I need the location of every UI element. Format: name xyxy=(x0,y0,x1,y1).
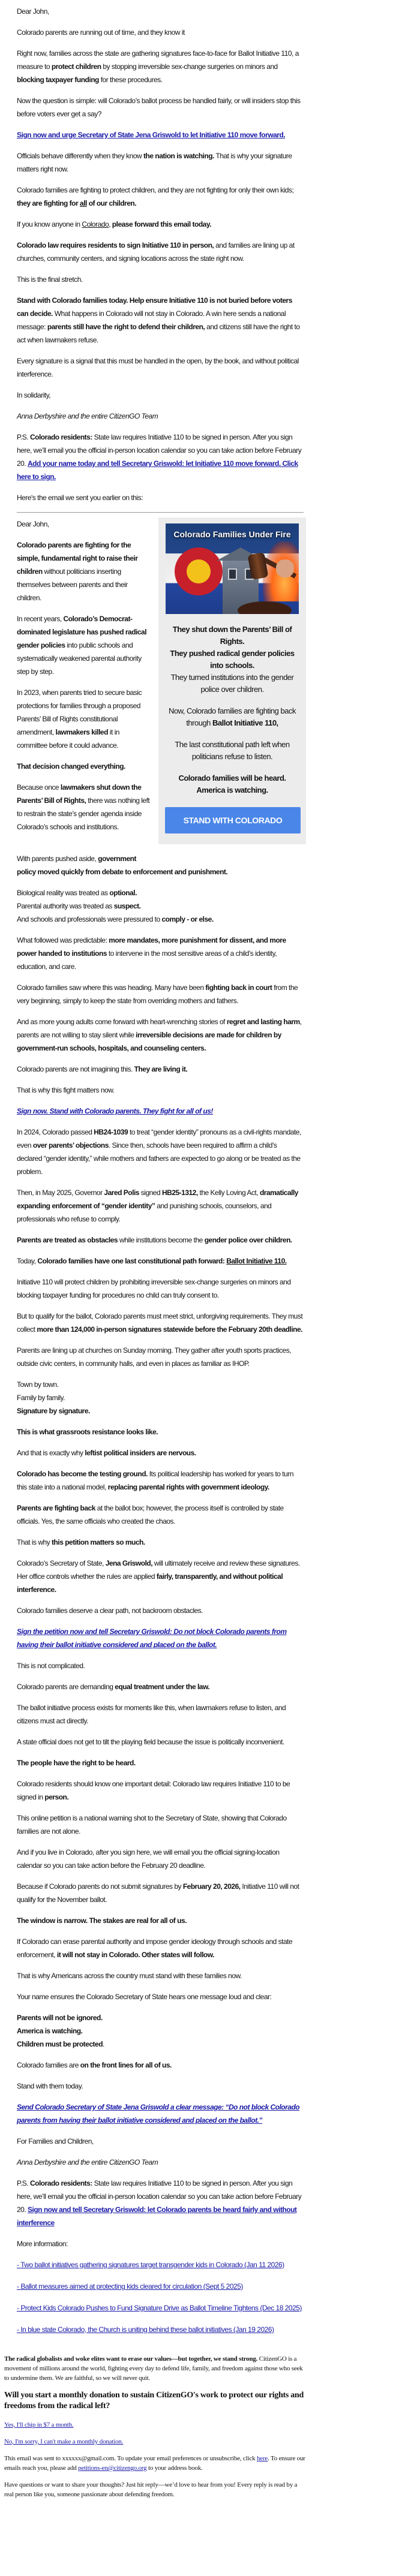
gavel-block xyxy=(238,601,292,614)
text: Parental authority was treated as xyxy=(17,902,112,910)
text: Colorado parents are demanding xyxy=(17,1683,115,1691)
emphasis-text: Parents will not be ignored. America is watching. Children must be protected xyxy=(17,2014,103,2048)
text: More information: xyxy=(17,2240,68,2248)
emphasis-text: more mandates, more punishment for dissent, and more power handed to institutions xyxy=(17,936,286,958)
emphasis-text: The people have the right to be heard. xyxy=(17,1759,136,1767)
emphasis-text: of our children. xyxy=(86,199,137,207)
text: from the very beginning, simply to keep the state from overriding mothers and fathers. xyxy=(17,983,298,1005)
emphasis-text: equal treatment under the law. xyxy=(115,1683,210,1691)
text: Stand with them today. xyxy=(17,2082,83,2090)
paragraph xyxy=(17,218,304,231)
paragraph xyxy=(17,1501,304,1528)
paragraph xyxy=(17,410,304,423)
emphasis-text: The window is narrow. The stakes are real for all of us. xyxy=(17,1916,187,1925)
intro-section xyxy=(17,5,304,504)
paragraph xyxy=(17,1425,304,1439)
reply-note: Have questions or want to share your thoughts? Just hit reply—we’d love to hear from you! Every reply is read by a real person like you, someone passionate about defending freedom. xyxy=(4,2481,298,2498)
emphasis-text: on the front lines for all of us. xyxy=(80,2061,172,2069)
text: to treat “gender identity” pronouns as a civil-rights mandate, even xyxy=(17,1128,301,1149)
paragraph xyxy=(17,1536,304,1549)
emphasis-text: Ballot Initiative 110. xyxy=(226,1257,287,1265)
emphasis-text: Colorado families have one last constitutional path forward: xyxy=(37,1257,227,1265)
petition-link[interactable]: Sign the petition now and tell Secretary Griswold: Do not block Colorado parents from having their ballot initiative considered and placed on the ballot. xyxy=(17,1627,287,1649)
more-info-link[interactable]: - In blue state Colorado, the Church is uniting behind these ballot initiatives (Jan 19 2026) xyxy=(17,2325,274,2334)
paragraph xyxy=(17,1990,304,2003)
promo-text-3: The last constitutional path left when politicians refuse to listen. xyxy=(175,740,290,761)
text: Biological reality was treated as xyxy=(17,889,110,897)
text: and punishing schools, counselors, and professionals who refuse to comply. xyxy=(17,1202,272,1223)
paragraph xyxy=(17,26,304,39)
text: That is why xyxy=(17,1538,52,1546)
text: for these procedures. xyxy=(98,76,163,84)
text: it in committee before it could advance. xyxy=(17,728,119,750)
emphasis-text: they are fighting for xyxy=(17,199,80,207)
emphasis-text: over parents’ objections xyxy=(32,1141,109,1149)
promo-line-bold: Ballot Initiative 110, xyxy=(212,718,278,727)
text: What followed was predictable: xyxy=(17,936,109,944)
text: into public schools and systematically weakened parental authority step by step. xyxy=(17,641,142,676)
notice-text: . To ensure our emails reach you, please add xyxy=(4,2455,305,2472)
unsubscribe-link[interactable]: here xyxy=(256,2455,268,2462)
text: But to qualify for the ballot, Colorado parents must meet strict, unforgiving requirements. They must collect xyxy=(17,1312,303,1334)
more-info-link[interactable]: - Two ballot initiatives gathering signatures target transgender kids in Colorado (Jan 11 2026) xyxy=(17,2261,284,2269)
emphasis-text: Colorado has become the testing ground. xyxy=(17,1470,148,1478)
emphasis-text: optional. xyxy=(109,889,137,897)
paragraph xyxy=(17,94,304,121)
paragraph xyxy=(17,491,304,504)
text: Dear John, xyxy=(17,7,49,16)
donation-heading: Will you start a monthly donation to sustain CitizenGO's work to protect our rights and freedoms from the radical left? xyxy=(4,2391,304,2411)
paragraph xyxy=(17,1084,304,1097)
text: In recent years, xyxy=(17,615,64,623)
text: without politicians inserting themselves between parents and their children. xyxy=(17,567,128,602)
promo-box xyxy=(158,517,306,844)
emphasis-text: Colorado’s Democrat-dominated legislature has pushed radical gender policies xyxy=(17,615,147,649)
emphasis-text: person. xyxy=(44,1793,69,1801)
emphasis-text: parents still have the right to defend their children, xyxy=(47,323,205,331)
text: and families are lining up at churches, community centers, and signing locations across the state right now. xyxy=(17,241,295,263)
paragraph xyxy=(17,1969,304,1982)
more-info-link[interactable]: - Protect Kids Colorado Pushes to Fund Signature Drive as Ballot Timeline Tightens (Dec 18 2025) xyxy=(17,2304,302,2312)
promo-image-title: Colorado Families Under Fire xyxy=(173,529,291,539)
emphasis-text: dramatically expanding enforcement of “gender identity” xyxy=(17,1188,298,1210)
paragraph xyxy=(17,934,304,973)
paragraph xyxy=(17,1756,304,1770)
text: P.S. xyxy=(17,2179,30,2187)
emphasis-text: fairly, transparently, and without political interference. xyxy=(17,1572,283,1594)
text: . xyxy=(103,2040,104,2048)
hand-icon xyxy=(276,559,294,577)
text: Colorado families deserve a clear path, not backroom obstacles. xyxy=(17,1606,203,1615)
paragraph xyxy=(17,2156,304,2169)
text: In solidarity, xyxy=(17,391,51,399)
paragraph xyxy=(17,1735,304,1749)
emphasis-text: please forward this email today. xyxy=(112,220,211,228)
emphasis-text: fighting back in court xyxy=(205,983,272,992)
emphasis-text: February 20, 2026, xyxy=(182,1882,241,1891)
emphasis-text: gender police over children. xyxy=(204,1236,292,1244)
paragraph xyxy=(17,239,304,265)
paragraph xyxy=(17,47,304,86)
paragraph xyxy=(17,1846,304,1872)
text: Here's the email we sent you earlier on this: xyxy=(17,493,143,502)
paragraph xyxy=(17,1467,304,1494)
text: With parents pushed aside, xyxy=(17,854,98,863)
paragraph xyxy=(17,183,304,210)
emphasis-text: They are living it. xyxy=(134,1065,188,1073)
emphasis-text: That decision changed everything. xyxy=(17,762,125,771)
flag-sun-disc xyxy=(187,559,211,583)
text: For Families and Children, xyxy=(17,2137,94,2145)
emphasis-text: government policy moved quickly from debate to enforcement and punishment. xyxy=(17,854,228,876)
paragraph xyxy=(17,1680,304,1693)
paragraph xyxy=(17,1777,304,1804)
text: And that is exactly why xyxy=(17,1449,85,1457)
text: In 2024, Colorado passed xyxy=(17,1128,94,1136)
promo-line: They turned institutions into the gender police over children. xyxy=(170,673,294,694)
emphasis-text: it will not stay in Colorado. Other states will follow. xyxy=(56,1951,214,1959)
text: Colorado families are xyxy=(17,2061,80,2069)
paragraph xyxy=(17,1557,304,1596)
petition-link[interactable]: Sign now and urge Secretary of State Jena Griswold to let Initiative 110 move forward. xyxy=(17,131,286,139)
text: And as more young adults come forward with heart-wrenching stories of xyxy=(17,1018,227,1026)
paragraph xyxy=(17,389,304,402)
paragraph xyxy=(17,1254,304,1268)
email-footer xyxy=(0,2345,420,2518)
petition-link[interactable]: Sign now and tell Secretary Griswold: let Colorado parents be heard fairly and without interference xyxy=(17,2205,297,2227)
emphasis-text: Signature by signature. xyxy=(17,1407,90,1415)
emphasis-text: Colorado residents: xyxy=(29,433,92,441)
promo-text-2 xyxy=(165,705,299,729)
text: That is why Americans across the country must stand with these families now. xyxy=(17,1972,242,1980)
text: Colorado parents are running out of time, and they know it xyxy=(17,28,185,37)
emphasis-text: Colorado residents: xyxy=(29,2179,92,2187)
text: and citizens still have the right to act when lawmakers refuse. xyxy=(17,323,300,344)
paragraph xyxy=(17,2135,304,2148)
text: while institutions become the xyxy=(118,1236,205,1244)
emphasis-text: more than 124,000 in-person signatures statewide before the February 20th deadline. xyxy=(37,1325,303,1334)
emphasis-text: Anna Derbyshire and the entire CitizenGO Team xyxy=(17,2158,158,2166)
text: Initiative 110 will protect children by prohibiting irreversible sex-change surgeries on minors and blocking taxpayer funding for procedures no child can truly consent to. xyxy=(17,1278,291,1299)
emphasis-text: Colorado xyxy=(82,220,109,228)
main-text xyxy=(17,852,304,2250)
emphasis-text: blocking taxpayer funding xyxy=(17,76,99,84)
text: And if you live in Colorado, after you sign here, we will email you the official signing-location calendar so you can take action before the February 20 deadline. xyxy=(17,1848,280,1870)
paragraph xyxy=(17,852,304,878)
paragraph xyxy=(17,128,304,142)
emphasis-text: suspect. xyxy=(113,902,141,910)
more-info-link[interactable]: - Ballot measures aimed at protecting kids cleared for circulation (Sept 5 2025) xyxy=(17,2282,243,2291)
emphasis-text: lawmakers killed xyxy=(55,728,108,736)
emphasis-text: Anna Derbyshire and the entire CitizenGO Team xyxy=(17,412,158,420)
address-link[interactable]: petitions-en@citizengo.org xyxy=(78,2464,147,2472)
text: Colorado residents should know one important detail: Colorado law requires Initiative 110 to be signed in xyxy=(17,1780,290,1801)
footer-intro xyxy=(4,2354,306,2383)
paragraph xyxy=(17,1275,304,1302)
paragraph xyxy=(17,431,304,483)
promo-line: Colorado families will be heard. xyxy=(178,774,286,783)
text: the Kelly Loving Act, xyxy=(197,1188,260,1197)
paragraph xyxy=(17,5,304,18)
text: Its political leadership has worked for years to turn this state into a national model, xyxy=(17,1470,293,1491)
text: Right now, families across the state are gathering signatures face-to-face for Ballot Initiative 110, a measure to xyxy=(17,49,299,71)
emphasis-text: replacing parental rights with government ideology. xyxy=(107,1483,269,1491)
text: Then, in May 2025, Governor xyxy=(17,1188,104,1197)
emphasis-text: HB25-1312, xyxy=(161,1188,198,1197)
paragraph xyxy=(17,1015,304,1055)
text: That is why your signature matters right now. xyxy=(17,152,292,173)
emphasis-text: Colorado parents are fighting for the simple, fundamental right to raise their children xyxy=(17,541,138,576)
emphasis-text: irreversible decisions are made for children by government-run schools, hospitals, and counseling centers. xyxy=(17,1031,281,1052)
paragraph xyxy=(17,1880,304,1906)
paragraph xyxy=(17,1625,304,1651)
emphasis-text: Parents are fighting back xyxy=(17,1504,95,1512)
notice-text: This email was sent to xxxxxx@gmail.com. To update your email preferences or unsubscribe, click xyxy=(4,2455,257,2462)
emphasis-text: This is what grassroots resistance looks like. xyxy=(17,1428,158,1436)
paragraph xyxy=(17,886,304,926)
text: If you know anyone in xyxy=(17,220,82,228)
petition-link[interactable]: Send Colorado Secretary of State Jena Griswold a clear message: “Do not block Colorado parents from having their ballot initiative considered and placed on the ballot.” xyxy=(17,2103,300,2124)
text: Every signature is a signal that this must be handled in the open, by the book, and without political interference. xyxy=(17,357,299,378)
promo-text-1 xyxy=(165,624,299,696)
text: Colorado families saw where this was heading. Many have been xyxy=(17,983,206,992)
text: to intervene in the most sensitive areas of a child’s identity, education, and care. xyxy=(17,949,277,971)
more-information-links xyxy=(17,2258,304,2336)
earlier-email xyxy=(17,517,304,2336)
paragraph xyxy=(17,2059,304,2072)
paragraph xyxy=(17,294,304,347)
text: Colorado’s Secretary of State, xyxy=(17,1559,106,1567)
promo-line: America is watching. xyxy=(196,786,268,795)
promo-image xyxy=(166,523,299,614)
house-window xyxy=(228,568,237,580)
paragraph xyxy=(17,1446,304,1459)
text: Colorado parents are not imagining this. xyxy=(17,1065,134,1073)
paragraph xyxy=(17,2177,304,2229)
paragraph xyxy=(17,1063,304,1076)
text: That is why this fight matters now. xyxy=(17,1086,115,1094)
text: The ballot initiative process exists for moments like this, when lawmakers refuse to listen, and citizens must act directly. xyxy=(17,1704,286,1725)
petition-link[interactable]: Sign now. Stand with Colorado parents. They fight for all of us! xyxy=(17,1107,213,1115)
emphasis-text: this petition matters so much. xyxy=(52,1538,145,1546)
emphasis-text: the nation is watching. xyxy=(143,152,214,160)
text: Officials behave differently when they know xyxy=(17,152,144,160)
paragraph xyxy=(17,1126,304,1178)
promo-line: Now, Colorado families are fighting back through xyxy=(169,706,296,727)
emphasis-text: Jena Griswold, xyxy=(105,1559,153,1567)
emphasis-text: Jared Polis xyxy=(104,1188,139,1197)
paragraph xyxy=(17,1659,304,1672)
text: Your name ensures the Colorado Secretary of State hears one message loud and clear: xyxy=(17,1993,272,2001)
text: there was nothing left to restrain the state’s gender agenda inside Colorado’s schools and institutions. xyxy=(17,796,150,831)
paragraph xyxy=(17,1344,304,1370)
paragraph xyxy=(17,1914,304,1927)
paragraph xyxy=(17,981,304,1007)
petition-link[interactable]: Add your name today and tell Secretary Griswold: let Initiative 110 move forward. Click here to sign. xyxy=(17,459,298,481)
notice-text: to your address book. xyxy=(146,2464,203,2472)
text: In 2023, when parents tried to secure basic protections for families through a proposed Parents’ Bill of Rights constitutional amendment, xyxy=(17,688,142,736)
paragraph xyxy=(17,1811,304,1838)
promo-line: They pushed radical gender policies into schools. xyxy=(170,649,295,670)
emphasis-text: Parents are treated as obstacles xyxy=(17,1236,118,1244)
text: This is not complicated. xyxy=(17,1662,85,1670)
emphasis-text: HB24-1039 xyxy=(94,1128,128,1136)
paragraph xyxy=(17,354,304,381)
emphasis-text: comply - or else. xyxy=(161,915,214,923)
paragraph xyxy=(17,2080,304,2093)
text: by stopping irreversible sex-change surgeries on minors and xyxy=(101,62,278,71)
text: . Since then, schools have been required to affirm a child’s declared “gender identity,” while mothers and fathers are expected to go along or be treated as the problem. xyxy=(17,1141,301,1176)
donate-yes-link[interactable]: Yes, I'll chip in $7 a month. xyxy=(4,2421,74,2428)
paragraph xyxy=(17,2100,304,2127)
emphasis-text: Stand with Colorado families today. Help ensure Initiative 110 is not buried before voters can decide. xyxy=(17,296,292,318)
text: P.S. xyxy=(17,433,30,441)
text: , parents are not willing to stay silent while xyxy=(17,1018,302,1039)
text: at the ballot box; however, the process itself is controlled by state officials. Yes, the same officials who created the chaos. xyxy=(17,1504,284,1525)
text: will ultimately receive and review these signatures. Her office controls whether the rules are applied xyxy=(17,1559,300,1581)
paragraph xyxy=(17,1233,304,1247)
text: A state official does not get to tilt the playing field because the issue is politically inconvenient. xyxy=(17,1738,284,1746)
footer-intro-bold: The radical globalists and woke elites want to erase our values—but together, we stand strong. xyxy=(4,2355,258,2363)
paragraph xyxy=(17,1935,304,1961)
text: Because once xyxy=(17,783,61,792)
text: This is the final stretch. xyxy=(17,275,83,284)
text: Today, xyxy=(17,1257,38,1265)
text: Now the question is simple: will Colorado’s ballot process be handled fairly, or will insiders stop this before voters ever get a say? xyxy=(17,97,301,118)
emphasis-text: protect children xyxy=(51,62,101,71)
promo-text-4 xyxy=(165,772,299,796)
emphasis-text: lawmakers shut down the Parents’ Bill of Rights, xyxy=(17,783,142,805)
text: If Colorado can erase parental authority and impose gender ideology through schools and state enforcement, xyxy=(17,1937,293,1959)
promo-line: They shut down the Parents’ Bill of Rights. xyxy=(172,625,292,646)
paragraph xyxy=(17,1186,304,1226)
stand-with-colorado-button[interactable]: STAND WITH COLORADO xyxy=(165,807,301,833)
text: , xyxy=(109,220,112,228)
paragraph xyxy=(17,1310,304,1336)
paragraph xyxy=(17,1105,304,1118)
paragraph xyxy=(17,149,304,176)
text: Parents are lining up at churches on Sunday morning. They gather after youth sports practices, outside civic centers, in community halls, and even in places as familiar as IHOP. xyxy=(17,1346,292,1368)
donate-no-link[interactable]: No, I'm sorry, I can't make a monthly donation. xyxy=(4,2438,124,2445)
text: State law requires Initiative 110 to be signed in person. After you sign here, we’ll email you the official in-person location calendar so you can take action before February 20. xyxy=(17,433,302,468)
emphasis-text: Colorado law requires residents to sign Initiative 110 in person, xyxy=(17,241,214,249)
paragraph xyxy=(17,273,304,286)
paragraph xyxy=(17,2237,304,2250)
text: Initiative 110 will not qualify for the November ballot. xyxy=(17,1882,299,1904)
paragraph xyxy=(17,1604,304,1617)
emphasis-text: regret and lasting harm xyxy=(226,1018,300,1026)
text: And schools and professionals were pressured to xyxy=(17,915,160,923)
paragraph xyxy=(17,1378,304,1418)
text: This online petition is a national warning shot to the Secretary of State, showing that Colorado families are not alone. xyxy=(17,1814,287,1835)
text: Town by town. Family by family. xyxy=(17,1380,65,1402)
emphasis-text: leftist political insiders are nervous. xyxy=(85,1449,196,1457)
unsubscribe-notice xyxy=(4,2454,306,2473)
text: Because if Colorado parents do not submit signatures by xyxy=(17,1882,183,1891)
emphasis-text: all xyxy=(80,199,87,207)
paragraph xyxy=(17,1701,304,1728)
paragraph xyxy=(17,2011,304,2051)
text: What happens in Colorado will not stay in Colorado. A win here sends a national message: xyxy=(17,309,286,331)
text: Colorado families are fighting to protect children, and they are not fighting for only their own kids; xyxy=(17,186,294,194)
text: signed xyxy=(139,1188,162,1197)
footer-intro-text: CitizenGO is a movement of millions around the world, fighting every day to defend life, family, and freedom against those who seek to undermine them. We are faithful, so we will never quit. xyxy=(4,2355,303,2382)
text: Dear John, xyxy=(17,520,49,528)
divider xyxy=(17,512,304,513)
text: State law requires Initiative 110 to be signed in person. After you sign here, we’ll email you the official in-person location calendar so you can take action before February 20. xyxy=(17,2179,302,2214)
